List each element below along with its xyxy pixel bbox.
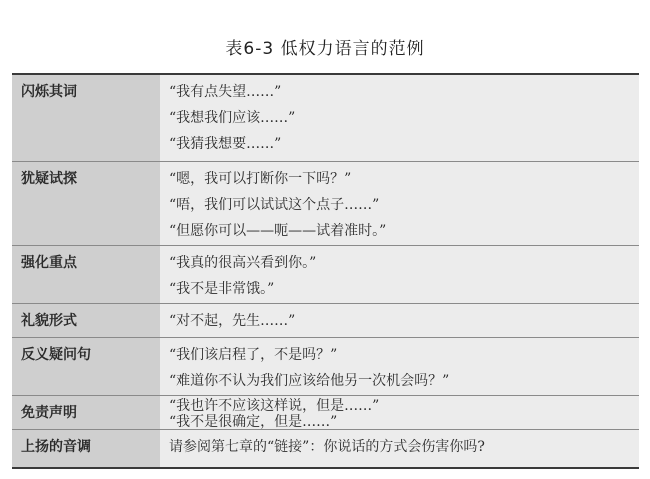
example-line: “难道你不认为我们应该给他另一次机会吗？” (169, 373, 450, 389)
example-line: “我不是很确定，但是……” (169, 414, 338, 430)
row-label: 反义疑问句 (12, 338, 160, 395)
row-label: 免责声明 (12, 396, 160, 429)
row-examples (169, 342, 631, 394)
row-examples (169, 308, 631, 334)
table-caption: 表6-3 低权力语言的范例 (225, 39, 425, 59)
example-line: “我想我们应该……” (169, 110, 296, 126)
table-row-hedges (12, 75, 639, 161)
table-row-tag-questions (12, 337, 639, 395)
example-line: “我不是非常饿。” (169, 281, 275, 297)
example-line: “我有点失望……” (169, 84, 282, 100)
row-examples (169, 434, 631, 460)
table-row-hesitations (12, 161, 639, 245)
table-row-polite-forms (12, 303, 639, 337)
row-label: 上扬的音调 (12, 430, 160, 467)
table-row-intensifiers (12, 245, 639, 303)
row-label: 犹疑试探 (12, 162, 160, 245)
row-label: 闪烁其词 (12, 75, 160, 161)
example-line: “但愿你可以——呃——试着准时。” (169, 223, 387, 239)
row-examples (169, 79, 631, 157)
row-examples (169, 398, 631, 430)
example-line: “对不起，先生……” (169, 313, 296, 329)
example-line: “我猜我想要……” (169, 136, 282, 152)
examples-table (12, 73, 639, 469)
example-line: “我也许不应该这样说，但是……” (169, 398, 380, 414)
example-line: “嗯，我可以打断你一下吗？” (169, 171, 352, 187)
example-line: 请参阅第七章的“链接”：你说话的方式会伤害你吗? (169, 439, 485, 455)
table-row-rising-intonation (12, 429, 639, 467)
example-line: “我们该启程了，不是吗？” (169, 347, 338, 363)
row-label: 强化重点 (12, 246, 160, 303)
example-line: “我真的很高兴看到你。” (169, 255, 317, 271)
row-examples (169, 250, 631, 302)
table-row-disclaimers (12, 395, 639, 429)
row-examples (169, 166, 631, 244)
example-line: “唔，我们可以试试这个点子……” (169, 197, 380, 213)
row-label: 礼貌形式 (12, 304, 160, 337)
